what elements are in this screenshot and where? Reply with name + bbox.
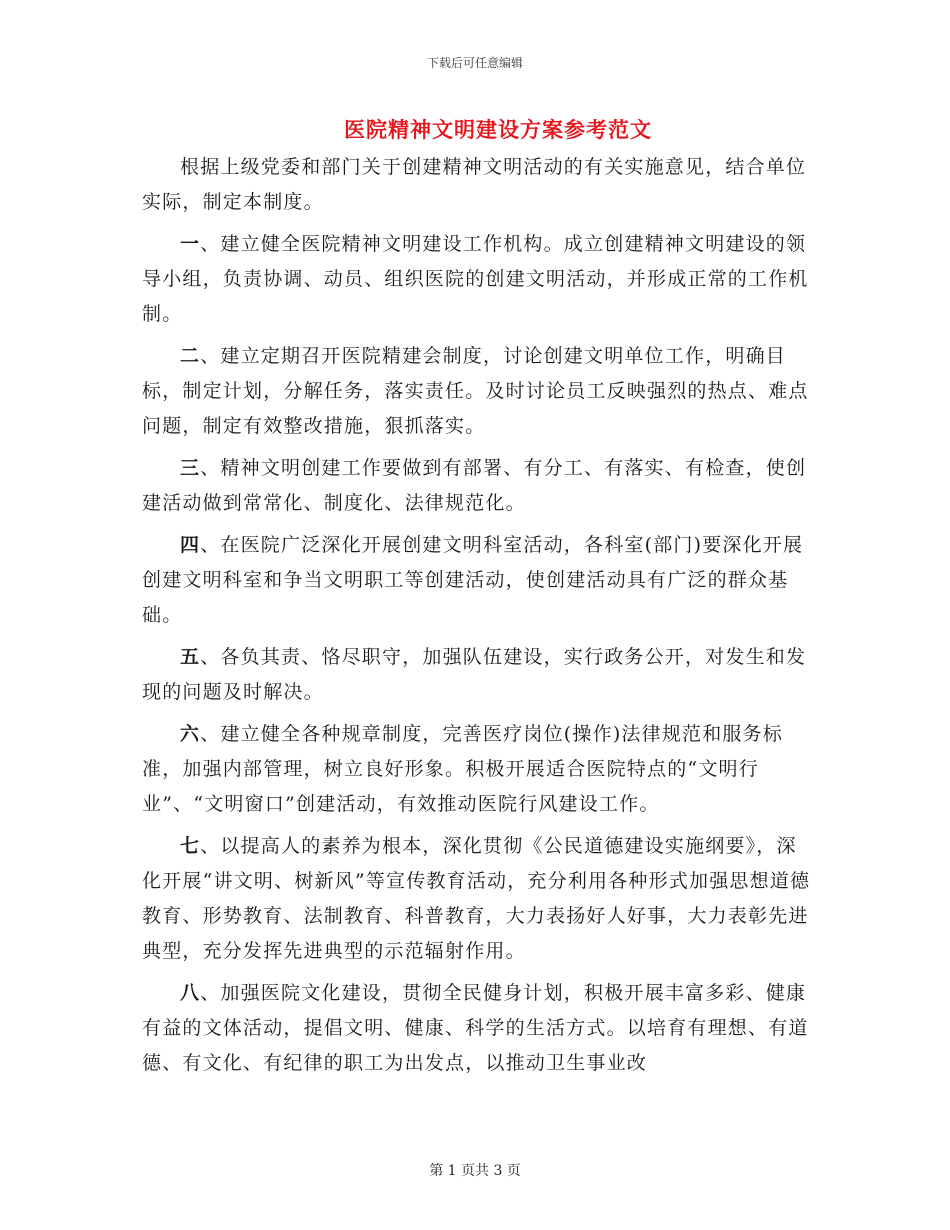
paragraph-text: 、加强医院文化建设，贯彻全民健身计划，积极开展丰富多彩、健康有益的文体活动，提倡文明、健康、科学的生活方式。以培育有理想、有道德、有文化、有纪律的职工为出发点，以推动卫生事业改 xyxy=(142,982,809,1074)
paragraph-8 xyxy=(142,976,812,1081)
paragraph-6 xyxy=(142,717,812,822)
paragraph-lead: 三 xyxy=(180,457,201,479)
paragraph-lead: 二 xyxy=(180,345,201,367)
paragraph-text: 根据上级党委和部门关于创建精神文明活动的有关实施意见，结合单位实际，制定本制度。 xyxy=(142,156,807,213)
header-note: 下载后可任意编辑 xyxy=(426,56,523,70)
paragraph-3 xyxy=(142,451,812,521)
paragraph-lead: 五 xyxy=(180,646,201,668)
paragraph-intro xyxy=(142,150,812,220)
paragraph-text: 、建立健全各种规章制度，完善医疗岗位(操作)法律规范和服务标准，加强内部管理，树立良好形象。积极开展适合医院特点的“文明行业”、“文明窗口”创建活动，有效推动医院行风建设工作。 xyxy=(142,723,784,815)
paragraph-5 xyxy=(142,640,812,710)
page-number: 第 1 页共 3 页 xyxy=(429,1163,521,1179)
paragraph-1 xyxy=(142,227,812,332)
paragraph-2 xyxy=(142,339,812,444)
paragraph-lead: 一 xyxy=(180,233,201,255)
paragraph-lead: 八 xyxy=(180,982,201,1004)
paragraph-lead: 六 xyxy=(180,723,201,745)
paragraph-lead: 四 xyxy=(180,534,201,556)
paragraph-4 xyxy=(142,528,812,633)
paragraph-text: 、在医院广泛深化开展创建文明科室活动，各科室(部门)要深化开展创建文明科室和争当文明职工等创建活动，使创建活动具有广泛的群众基础。 xyxy=(142,534,804,626)
paragraph-text: 、建立健全医院精神文明建设工作机构。成立创建精神文明建设的领导小组，负责协调、动员、组织医院的创建文明活动，并形成正常的工作机制。 xyxy=(142,233,809,325)
paragraph-text: 、建立定期召开医院精建会制度，讨论创建文明单位工作，明确目标，制定计划，分解任务，落实责任。及时讨论员工反映强烈的热点、难点问题，制定有效整改措施，狠抓落实。 xyxy=(142,345,809,437)
paragraph-text: 、以提高人的素养为根本，深化贯彻《公民道德建设实施纲要》，深化开展“讲文明、树新风”等宣传教育活动，充分利用各种形式加强思想道德教育、形势教育、法制教育、科普教育，大力表扬好人好事，大力表彰先进典型，充分发挥先进典型的示范辐射作用。 xyxy=(142,835,811,962)
paragraph-7 xyxy=(142,829,812,969)
paragraph-text: 、各负其责、恪尽职守，加强队伍建设，实行政务公开，对发生和发现的问题及时解决。 xyxy=(142,646,807,703)
document-body xyxy=(142,150,812,1088)
document-title: 医院精神文明建设方案参考范文 xyxy=(344,117,652,142)
paragraph-lead: 七 xyxy=(180,835,201,857)
paragraph-text: 、精神文明创建工作要做到有部署、有分工、有落实、有检查，使创建活动做到常常化、制度化、法律规范化。 xyxy=(142,457,807,514)
